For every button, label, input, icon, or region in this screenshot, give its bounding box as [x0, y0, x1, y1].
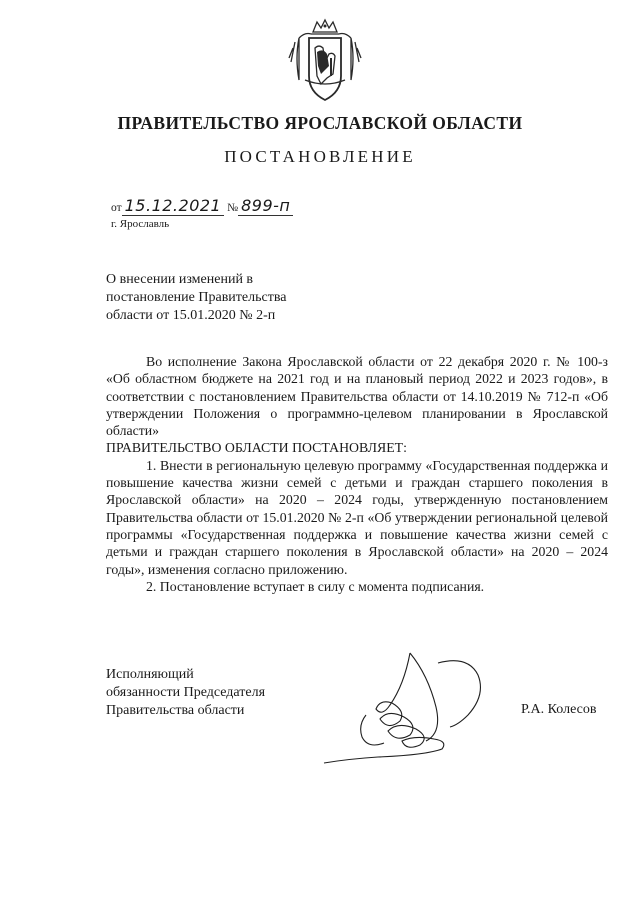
subject-line: области от 15.01.2020 № 2-п [106, 308, 276, 323]
item-1-paragraph: 1. Внести в региональную целевую программу «Государственная поддержка и повышение качества жизни семей с детьми и граждан старшего поколения в Ярославской области» на 2020 – 2024 годы, утвержденную постановлением Правительства области от 15.01.2020 № 2-п «Об утверждении региональной целевой программы «Государственная поддержка и повышение качества жизни семей с детьми и граждан старшего поколения в Ярославской области» на 2020 – 2024 годы», изменения согласно приложению. [106, 457, 608, 577]
item-2-paragraph: 2. Постановление вступает в силу с момента подписания. [146, 578, 485, 594]
position-line: Исполняющий [106, 667, 194, 682]
city-line: г. Ярославль [111, 218, 170, 230]
decree-number: 899-п [238, 196, 293, 216]
date-prefix: от [111, 202, 122, 214]
subject-line: О внесении изменений в [106, 272, 254, 287]
position-line: Правительства области [106, 703, 245, 718]
position-line: обязанности Председателя [106, 685, 266, 700]
number-prefix: № [227, 202, 239, 214]
resolves-line: ПРАВИТЕЛЬСТВО ОБЛАСТИ ПОСТАНОВЛЯЕТ: [106, 440, 407, 456]
decree-body [106, 353, 608, 595]
government-title: ПРАВИТЕЛЬСТВО ЯРОСЛАВСКОЙ ОБЛАСТИ [117, 113, 523, 133]
decree-subject [106, 271, 286, 325]
decree-title: ПОСТАНОВЛЕНИЕ [224, 147, 416, 166]
decree-date: 15.12.2021 [122, 196, 225, 216]
subject-line: постановление Правительства [106, 290, 287, 305]
intro-paragraph: Во исполнение Закона Ярославской области от 22 декабря 2020 г. № 100-з «Об областном бюджете на 2021 год и на плановый период 2022 и 2023 годов», в соответствии с постановлением Правительства области от 14.10.2019 № 712-п «Об утверждении Положения о программно-целевом планировании в Ярославской области» [106, 354, 608, 439]
handwritten-signature [318, 645, 493, 770]
date-number-line [111, 196, 293, 215]
coat-of-arms-icon [285, 18, 365, 108]
signatory-position [106, 666, 265, 720]
signatory-name: Р.А. Колесов [521, 702, 597, 717]
